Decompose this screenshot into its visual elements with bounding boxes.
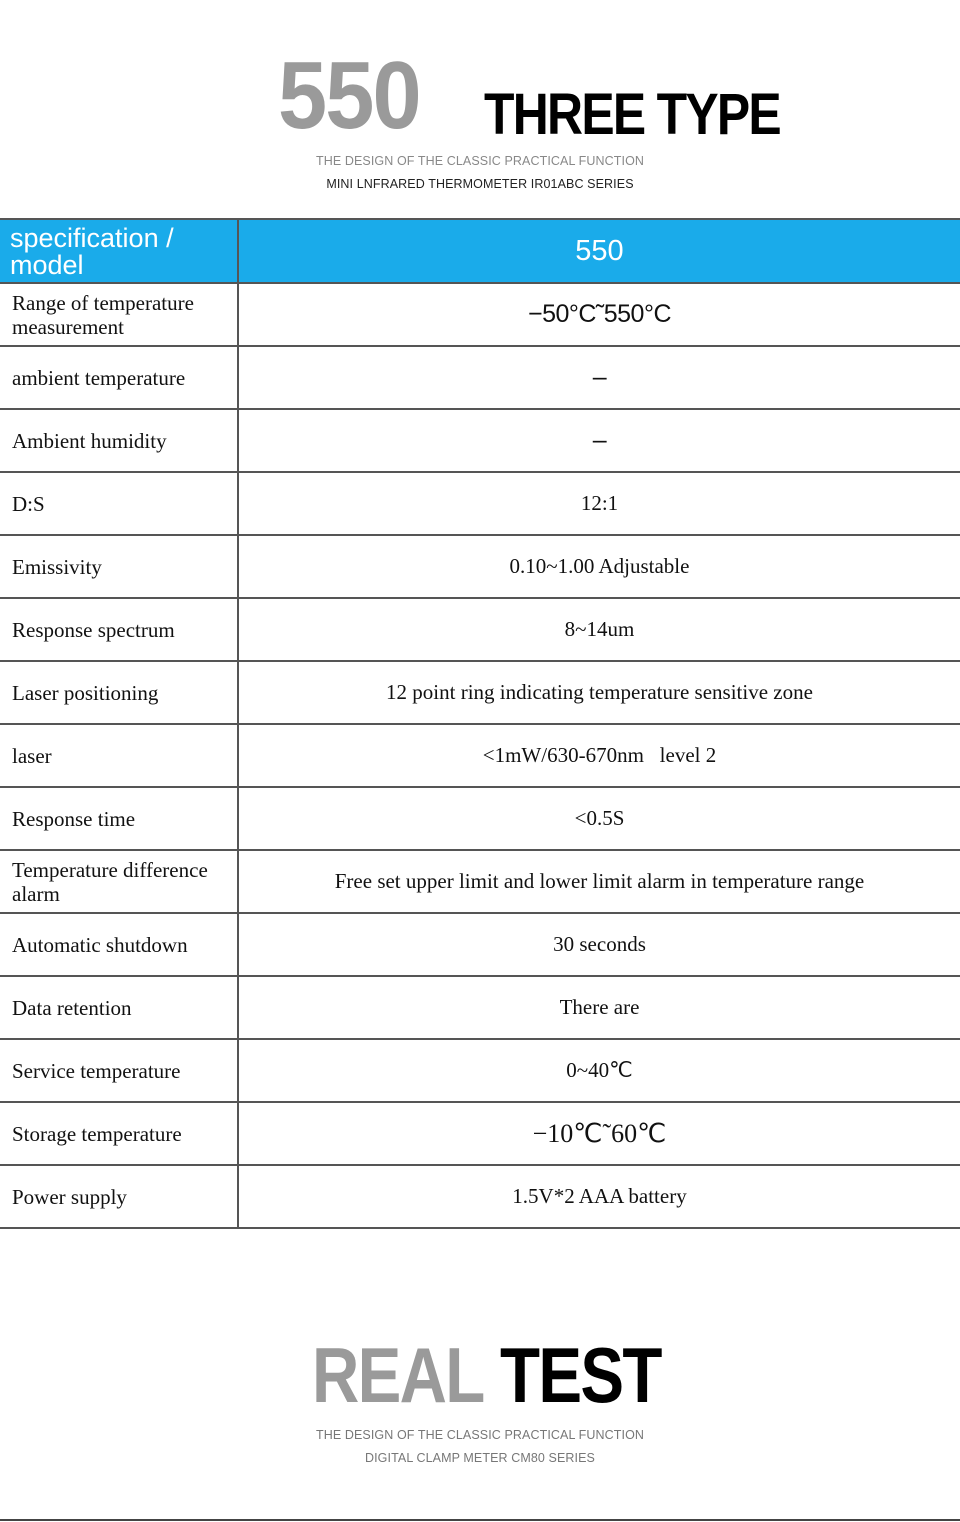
row-value: – xyxy=(592,363,607,391)
row-label: Range of temperature measurement xyxy=(0,284,239,345)
bottom-divider xyxy=(0,1519,960,1521)
row-value: 0.10~1.00 Adjustable xyxy=(509,554,690,578)
product-header xyxy=(0,42,960,198)
row-value: <1mW/630-670nm level 2 xyxy=(482,743,717,767)
row-value: 0~40℃ xyxy=(566,1058,633,1082)
row-label: Temperature difference alarm xyxy=(0,851,239,912)
table-row xyxy=(0,347,960,410)
row-label: ambient temperature xyxy=(0,347,239,408)
row-value: Free set upper limit and lower limit alarm in temperature range xyxy=(334,869,865,893)
row-label: Automatic shutdown xyxy=(0,914,239,975)
row-label: Data retention xyxy=(0,977,239,1038)
table-row xyxy=(0,1166,960,1229)
table-row xyxy=(0,1103,960,1166)
footer-subtitle-series: DIGITAL CLAMP METER CM80 SERIES xyxy=(364,1451,595,1465)
row-label: laser xyxy=(0,725,239,786)
header-subtitle-design: THE DESIGN OF THE CLASSIC PRACTICAL FUNCTION xyxy=(315,154,645,168)
row-label: Laser positioning xyxy=(0,662,239,723)
table-row xyxy=(0,788,960,851)
row-label: Service temperature xyxy=(0,1040,239,1101)
header-subtitle-series: MINI LNFRARED THERMOMETER IR01ABC SERIES xyxy=(326,177,634,191)
table-row xyxy=(0,851,960,914)
table-row xyxy=(0,410,960,473)
real-test-title-row xyxy=(0,1331,960,1436)
table-row xyxy=(0,1040,960,1103)
row-value: – xyxy=(592,426,607,454)
table-row xyxy=(0,599,960,662)
table-row xyxy=(0,473,960,536)
row-value: 12 point ring indicating temperature sensitive zone xyxy=(386,680,813,704)
spec-table xyxy=(0,218,960,1229)
row-label: Storage temperature xyxy=(0,1103,239,1164)
row-value: 12:1 xyxy=(580,491,619,515)
table-row xyxy=(0,725,960,788)
row-label: Power supply xyxy=(0,1166,239,1227)
test-heading: TEST xyxy=(500,1331,661,1419)
table-row xyxy=(0,662,960,725)
spec-table-header xyxy=(0,220,960,284)
row-value: There are xyxy=(559,995,640,1019)
row-label: Response time xyxy=(0,788,239,849)
row-label: Emissivity xyxy=(0,536,239,597)
row-value: 8~14um xyxy=(564,617,635,641)
row-value: 1.5V*2 AAA battery xyxy=(512,1184,687,1208)
header-cell-model-550: 550 xyxy=(575,234,624,267)
table-row xyxy=(0,536,960,599)
real-heading: REAL xyxy=(312,1331,484,1419)
header-cell-spec-model: specification / model xyxy=(0,220,239,282)
table-row xyxy=(0,977,960,1040)
row-label: D:S xyxy=(0,473,239,534)
row-value: −50°C˜550°C xyxy=(527,300,672,328)
row-value: −10℃˜60℃ xyxy=(532,1118,667,1148)
header-title-row xyxy=(0,42,960,149)
model-number-heading: 550 xyxy=(278,42,420,149)
row-label: Response spectrum xyxy=(0,599,239,660)
table-row xyxy=(0,284,960,347)
row-value: 30 seconds xyxy=(553,932,646,956)
three-type-heading: THREE TYPE xyxy=(484,82,780,147)
table-row xyxy=(0,914,960,977)
footer-subtitle-design: THE DESIGN OF THE CLASSIC PRACTICAL FUNCTION xyxy=(315,1428,645,1442)
real-test-section xyxy=(0,1331,960,1476)
row-value: <0.5S xyxy=(574,806,625,830)
row-label: Ambient humidity xyxy=(0,410,239,471)
